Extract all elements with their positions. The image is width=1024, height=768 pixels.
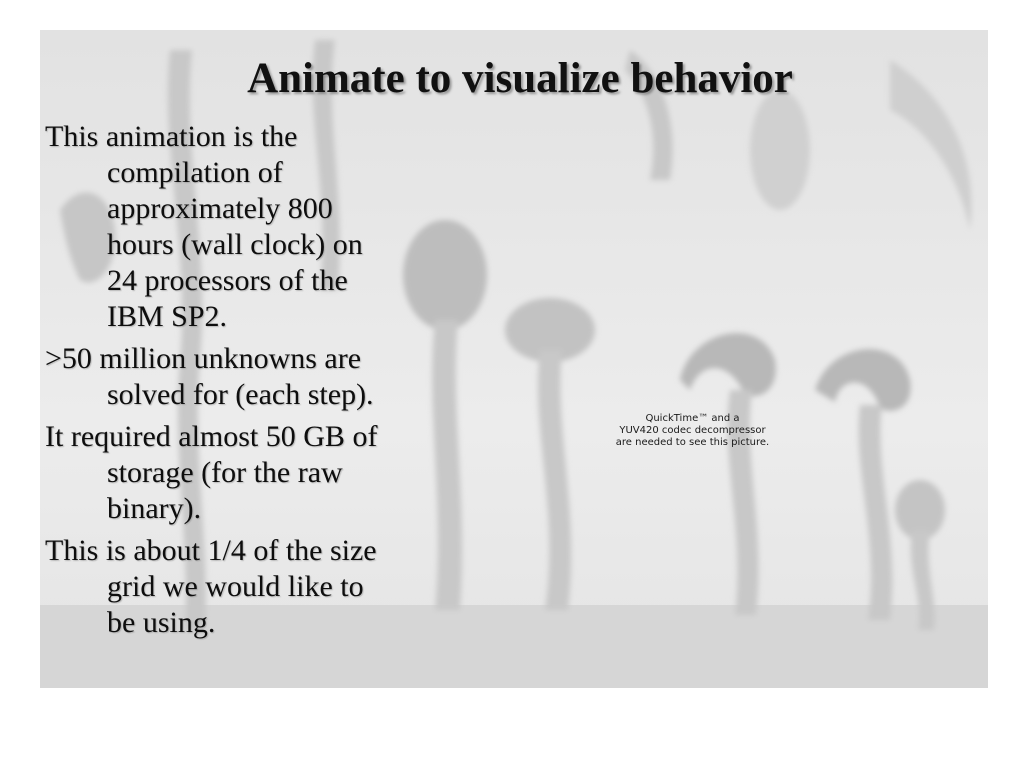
bullet-item: It required almost 50 GB of storage (for the raw binary). [45,420,378,525]
quicktime-notice-line: YUV420 codec decompressor [619,425,766,436]
quicktime-notice-line: QuickTime™ and a [645,413,740,424]
bullet-item: This is about 1/4 of the size grid we would like to be using. [45,534,377,639]
bullet-list [45,119,395,647]
quicktime-placeholder-notice [590,413,795,449]
bullet-item: >50 million unknowns are solved for (each step). [45,342,374,411]
bullet-item: This animation is the compilation of approximately 800 hours (wall clock) on 24 processors of the IBM SP2. [45,120,363,333]
quicktime-notice-line: are needed to see this picture. [615,437,770,448]
slide-title: Animate to visualize behavior [247,55,793,102]
